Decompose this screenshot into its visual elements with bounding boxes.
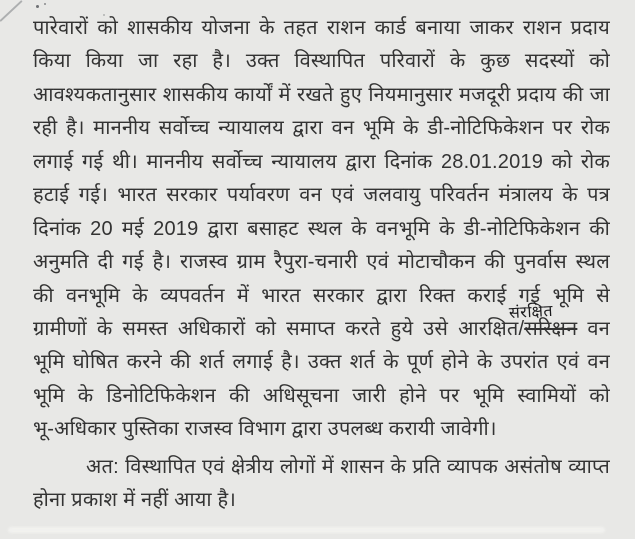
document-line: आवश्यकतानुसार शासकीय कार्यों में रखते हुए नियमानुसार मजदूरी प्रदाय की जा <box>33 83 610 106</box>
document-line: की वनभूमि के व्यपवर्तन में भारत सरकार द्वारा रिक्त कराई गई भूमि से <box>33 284 610 307</box>
document-line-paragraph-start: अत: विस्थापित एवं क्षेत्रीय लोगों में शासन के प्रति व्यापक असंतोष व्याप्त <box>86 455 610 478</box>
document-line: दिनांक 20 मई 2019 द्वारा बसाहट स्थल के वनभूमि के डी-नोटिफिकेशन की <box>33 217 610 240</box>
document-line: किया किया जा रहा है। उक्त विस्थापित परिवारों के कुछ सदस्यों को <box>33 50 610 73</box>
line-text-before-correction: ग्रामीणों के समस्त अधिकारों को समाप्त करते हुये उसे आरक्षित/ <box>33 317 525 340</box>
struck-word: सरिक्षन <box>524 317 578 340</box>
document-line: भूमि घोषित करने की शर्त लगाई है। उक्त शर्त के पूर्ण होने के उपरांत एवं वन <box>33 351 610 374</box>
document-line: होना प्रकाश में नहीं आया है। <box>33 489 237 512</box>
document-line: भू-अधिकार पुस्तिका राजस्व विभाग द्वारा उपलब्ध करायी जावेगी। <box>33 418 497 441</box>
document-line: अनुमति दी गई है। राजस्व ग्राम रैपुरा-चनारी एवं मोटाचौकन की पुनर्वास स्थल <box>33 251 610 274</box>
handwritten-correction: संरक्षित <box>508 302 554 323</box>
document-body-text <box>33 12 610 518</box>
document-line: पारेवारों को शासकीय योजना के तहत राशन कार्ड बनाया जाकर राशन प्रदाय <box>33 17 610 39</box>
document-line: लगाई गई थी। माननीय सर्वोच्च न्यायालय द्वारा दिनांक 28.01.2019 को रोक <box>33 150 610 173</box>
document-line: भूमि के डिनोटिफिकेशन की अधिसूचना जारी होने पर भूमि स्वामियों को <box>33 384 610 407</box>
document-line: रही है। माननीय सर्वोच्च न्यायालय द्वारा वन भूमि के डी-नोटिफिकेशन पर रोक <box>33 117 610 140</box>
scan-artifact-dot <box>44 3 46 5</box>
scan-artifact-streak <box>8 527 605 533</box>
document-line: हटाई गई। भारत सरकार पर्यावरण वन एवं जलवायु परिवर्तन मंत्रालय के पत्र <box>33 184 610 207</box>
scan-artifact-pen-line <box>0 0 23 22</box>
line-text-after-correction: वन <box>577 317 610 340</box>
scan-artifact-dot <box>36 5 39 8</box>
